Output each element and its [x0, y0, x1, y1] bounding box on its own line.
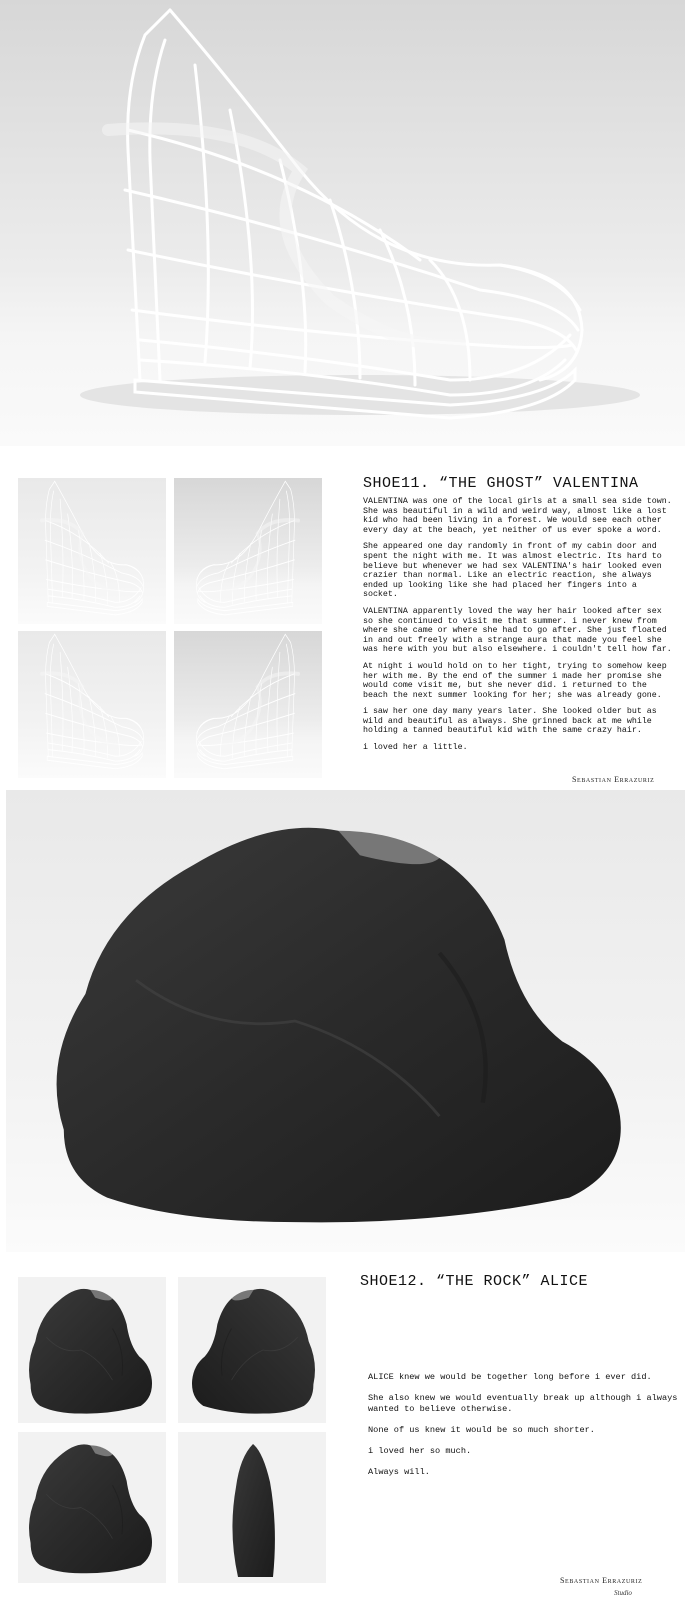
shoe12-studio-label: Studio — [614, 1589, 632, 1597]
ghost-thumbnail-2 — [174, 478, 322, 624]
rock-thumbnail-3 — [18, 1432, 166, 1583]
shoe11-story — [363, 497, 675, 760]
shoe11-signature: Sebastian Errazuriz — [572, 775, 655, 784]
shoe12-paragraph: None of us knew it would be so much shorter. — [368, 1425, 595, 1435]
hero-photo-ghost-shoe — [0, 0, 685, 446]
shoe11-paragraph: i saw her one day many years later. She looked older but as wild and beautiful as always. She grinned back at me while holding a tanned beautiful kid with the same crazy hair. — [363, 707, 657, 736]
shoe11-paragraph: i loved her a little. — [363, 743, 468, 753]
rock-thumbnail-1 — [18, 1277, 166, 1423]
ghost-thumbnail-4 — [174, 631, 322, 778]
shoe11-paragraph: VALENTINA was one of the local girls at a small sea side town. She was beautiful in a wild and weird way, almost like a lost kid who had been living in a forest. We would see each other every day at the beach, yet neither of us ever spoke a word. — [363, 497, 672, 535]
shoe12-story — [368, 1372, 678, 1488]
shoe12-paragraph: i loved her so much. — [368, 1446, 472, 1456]
shoe11-title: SHOE11. “THE GHOST” VALENTINA — [363, 475, 639, 492]
rock-thumbnail-4 — [178, 1432, 326, 1583]
shoe12-paragraph: Always will. — [368, 1467, 430, 1477]
shoe11-paragraph: VALENTINA apparently loved the way her hair looked after sex so she continued to visit me that summer. i never knew from where she came or where she had to go after. She just floated in and out freely with a strange aura that made you feel she was here with you but also elsewhere. i couldn't tell how far. — [363, 606, 672, 655]
rock-thumbnail-2 — [178, 1277, 326, 1423]
shoe11-paragraph: At night i would hold on to her tight, trying to somehow keep her with me. By the end of the summer i made her promise she would come visit me, but she never did. i returned to the beach the next summer looking for her; she was already gone. — [363, 661, 667, 700]
shoe12-paragraph: ALICE knew we would be together long before i ever did. — [368, 1372, 652, 1382]
hero-photo-rock-shoe — [6, 790, 685, 1252]
shoe12-signature: Sebastian Errazuriz — [560, 1576, 643, 1585]
ghost-thumbnail-3 — [18, 631, 166, 778]
shoe11-paragraph: She appeared one day randomly in front of my cabin door and spent the night with me. It was almost electric. Its hard to believe but whenever we had sex VALENTINA's hair looked even crazier than normal. Like an electric reaction, she always ended up looking like she had placed her fingers into a socket. — [363, 542, 662, 600]
shoe12-title: SHOE12. “THE ROCK” ALICE — [360, 1273, 589, 1290]
ghost-thumbnail-1 — [18, 478, 166, 624]
shoe12-paragraph: She also knew we would eventually break up although i always wanted to believe otherwise. — [368, 1393, 678, 1414]
